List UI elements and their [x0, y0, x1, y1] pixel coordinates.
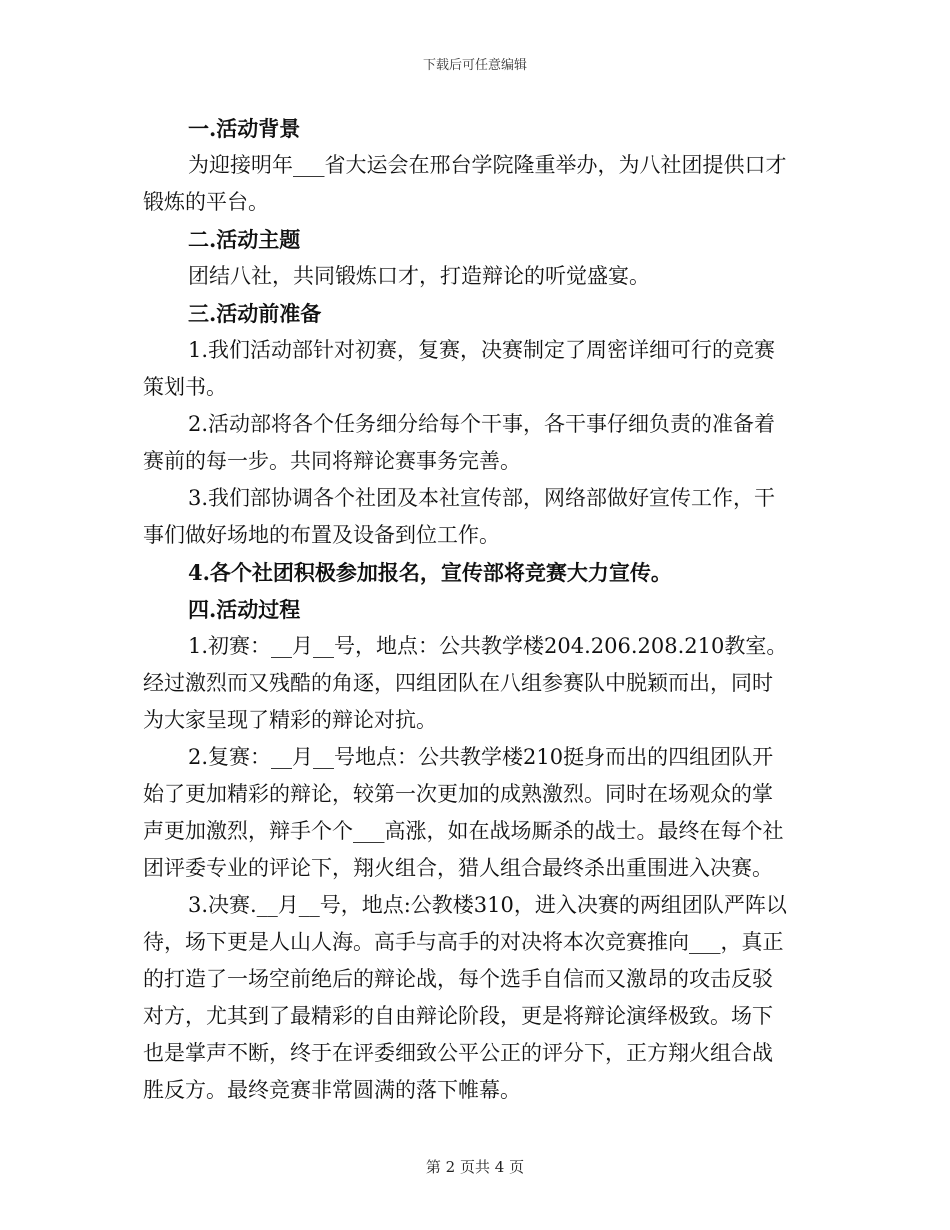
paragraph-line: 3.我们部协调各个社团及本社宣传部，网络部做好宣传工作，干	[188, 486, 776, 510]
paragraph-line: 2.活动部将各个任务细分给每个干事，各干事仔细负责的准备着	[188, 412, 776, 436]
section-heading-process: 四.活动过程	[188, 597, 301, 622]
section-heading-theme: 二.活动主题	[188, 227, 301, 252]
paragraph-line: 1.初赛：__月__号，地点：公共教学楼204.206.208.210教室。	[188, 634, 788, 658]
paragraph-line: 始了更加精彩的辩论，较第一次更加的成熟激烈。同时在场观众的掌	[143, 782, 773, 806]
paragraph-line: 锻炼的平台。	[143, 190, 269, 214]
paragraph-line: 3.决赛.__月__号，地点:公教楼310，进入决赛的两组团队严阵以	[188, 893, 787, 917]
page-footer: 第 2 页共 4 页	[425, 1158, 525, 1176]
paragraph-line: 待，场下更是人山人海。高手与高手的对决将本次竞赛推向___，真正	[143, 930, 784, 954]
paragraph-line: 经过激烈而又残酷的角逐，四组团队在八组参赛队中脱颖而出，同时	[143, 671, 773, 695]
paragraph-line: 团评委专业的评论下，翔火组合，猎人组合最终杀出重围进入决赛。	[143, 856, 773, 880]
paragraph-line: 策划书。	[143, 375, 227, 399]
section-heading-background: 一.活动背景	[188, 116, 301, 141]
paragraph-line: 团结八社，共同锻炼口才，打造辩论的听觉盛宴。	[188, 264, 650, 288]
paragraph-line: 声更加激烈，辩手个个___高涨，如在战场厮杀的战士。最终在每个社	[143, 819, 784, 843]
paragraph-line: 事们做好场地的布置及设备到位工作。	[143, 523, 500, 547]
paragraph-line: 2.复赛：__月__号地点：公共教学楼210挺身而出的四组团队开	[188, 745, 774, 769]
paragraph-line: 胜反方。最终竞赛非常圆满的落下帷幕。	[143, 1078, 521, 1102]
paragraph-line: 赛前的每一步。共同将辩论赛事务完善。	[143, 449, 521, 473]
paragraph-line: 为大家呈现了精彩的辩论对抗。	[143, 708, 437, 732]
section-heading-preparation: 三.活动前准备	[188, 301, 322, 326]
document-body	[143, 110, 813, 1109]
paragraph-line: 的打造了一场空前绝后的辩论战，每个选手自信而又激昂的攻击反驳	[143, 967, 773, 991]
paragraph-line: 为迎接明年___省大运会在邢台学院隆重举办，为八社团提供口才	[188, 153, 787, 177]
paragraph-line: 1.我们活动部针对初赛，复赛，决赛制定了周密详细可行的竞赛	[188, 338, 776, 362]
paragraph-line: 也是掌声不断，终于在评委细致公平公正的评分下，正方翔火组合战	[143, 1041, 773, 1065]
bold-paragraph-line: 4.各个社团积极参加报名，宣传部将竞赛大力宣传。	[188, 560, 672, 585]
page-header: 下载后可任意编辑	[422, 58, 527, 73]
paragraph-line: 对方，尤其到了最精彩的自由辩论阶段，更是将辩论演绎极致。场下	[143, 1004, 773, 1028]
